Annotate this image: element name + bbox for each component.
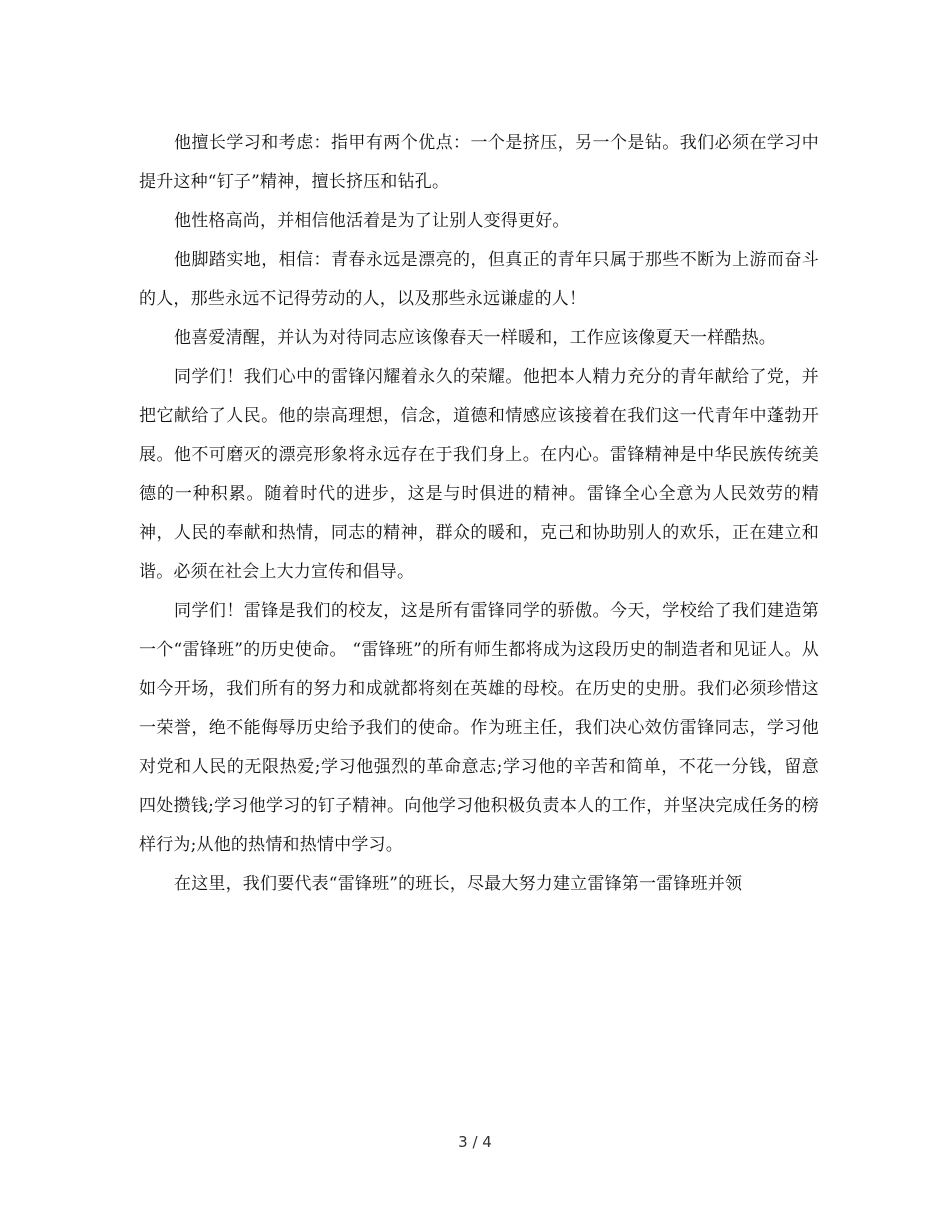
paragraph-4: 他喜爱清醒，并认为对待同志应该像春天一样暖和，工作应该像夏天一样酷热。 xyxy=(174,328,776,348)
paragraph-1: 他擅长学习和考虑：指甲有两个优点：一个是挤压，另一个是钻。我们必须在学习中提升这种“钉子”精神，擅长挤压和钻孔。 xyxy=(139,133,819,192)
paragraph-6: 同学们！雷锋是我们的校友，这是所有雷锋同学的骄傲。今天，学校给了我们建造第一个“雷锋班”的历史使命。 “雷锋班”的所有师生都将成为这段历史的制造者和见证人。从如今开场，我们所有的努力和成就都将刻在英雄的母校。在历史的史册。我们必须珍惜这一荣誉，绝不能侮辱历史给予我们的使命。作为班主任，我们决心效仿雷锋同志，学习他对党和人民的无限热爱;学习他强烈的革命意志;学习他的辛苦和简单，不花一分钱，留意四处攒钱;学习他学习的钉子精神。向他学习他积极负责本人的工作，并坚决完成任务的榜样行为;从他的热情和热情中学习。 xyxy=(139,601,819,855)
paragraph-3: 他脚踏实地，相信：青春永远是漂亮的，但真正的青年只属于那些不断为上游而奋斗的人，那些永远不记得劳动的人，以及那些永远谦虚的人！ xyxy=(139,250,819,309)
paragraph-5: 同学们！我们心中的雷锋闪耀着永久的荣耀。他把本人精力充分的青年献给了党，并把它献给了人民。他的崇高理想，信念，道德和情感应该接着在我们这一代青年中蓬勃开展。他不可磨灭的漂亮形象将永远存在于我们身上。在内心。雷锋精神是中华民族传统美德的一种积累。随着时代的进步，这是与时俱进的精神。雷锋全心全意为人民效劳的精神，人民的奉献和热情，同志的精神，群众的暖和，克己和协助别人的欢乐，正在建立和谐。必须在社会上大力宣传和倡导。 xyxy=(139,367,819,582)
paragraph-7: 在这里，我们要代表“雷锋班”的班长，尽最大努力建立雷锋第一雷锋班并领 xyxy=(174,874,743,894)
page-number: 3 / 4 xyxy=(458,1133,492,1151)
paragraph-2: 他性格高尚，并相信他活着是为了让别人变得更好。 xyxy=(174,211,570,231)
body-text xyxy=(139,124,819,904)
